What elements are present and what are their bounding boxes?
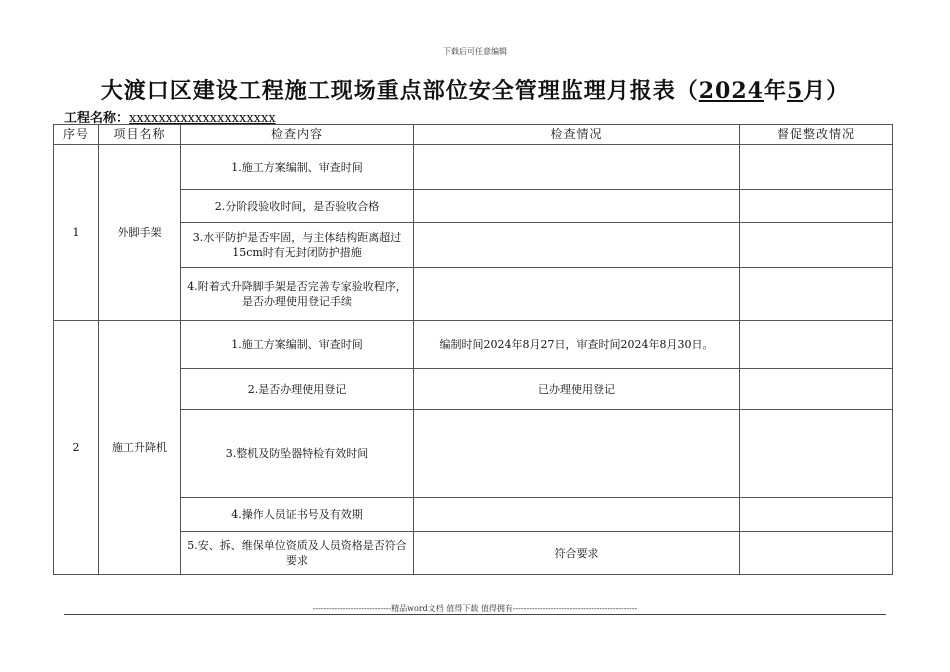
project-value: xxxxxxxxxxxxxxxxxxxx xyxy=(129,111,276,126)
footer-divider xyxy=(64,614,886,615)
title-month: 5 xyxy=(786,78,804,104)
title-year-suffix: 年 xyxy=(763,78,787,104)
table-header-row xyxy=(54,125,893,145)
group-no: 2 xyxy=(54,321,99,575)
check-content: 3.整机及防坠器特检有效时间 xyxy=(181,410,414,498)
rectify-status xyxy=(740,369,893,410)
rectify-status xyxy=(740,268,893,321)
rectify-status xyxy=(740,498,893,532)
check-status: 已办理使用登记 xyxy=(414,369,740,410)
check-content: 4.操作人员证书号及有效期 xyxy=(181,498,414,532)
table-row xyxy=(54,145,893,190)
title-month-suffix: 月） xyxy=(803,78,850,104)
header-check-status: 检查情况 xyxy=(414,125,740,145)
title-prefix: 大渡口区建设工程施工现场重点部位安全管理监理月报表（ xyxy=(100,78,699,104)
header-note: 下载后可任意编辑 xyxy=(443,47,507,56)
check-status xyxy=(414,223,740,268)
check-content: 3.水平防护是否牢固，与主体结构距离超过15cm时有无封闭防护措施 xyxy=(181,223,414,268)
footer-note: -----------------------------精品word文档 值得下载 值得拥有---------------------------------------------- xyxy=(312,604,638,613)
title-year: 2024 xyxy=(698,78,764,104)
check-content: 5.安、拆、维保单位资质及人员资格是否符合要求 xyxy=(181,532,414,575)
report-table xyxy=(53,124,893,575)
check-status xyxy=(414,190,740,223)
check-content: 2.是否办理使用登记 xyxy=(181,369,414,410)
check-content: 4.附着式升降脚手架是否完善专家验收程序，是否办理使用登记手续 xyxy=(181,268,414,321)
check-content: 1.施工方案编制、审查时间 xyxy=(181,321,414,369)
rectify-status xyxy=(740,410,893,498)
page-title xyxy=(0,74,950,105)
check-status: 编制时间2024年8月27日，审查时间2024年8月30日。 xyxy=(414,321,740,369)
check-status: 符合要求 xyxy=(414,532,740,575)
check-status xyxy=(414,145,740,190)
header-rectification: 督促整改情况 xyxy=(740,125,893,145)
check-content: 1.施工方案编制、审查时间 xyxy=(181,145,414,190)
group-name: 外脚手架 xyxy=(99,145,181,321)
table-row xyxy=(54,321,893,369)
rectify-status xyxy=(740,145,893,190)
project-label: 工程名称： xyxy=(64,111,130,126)
group-no: 1 xyxy=(54,145,99,321)
rectify-status xyxy=(740,532,893,575)
header-item-name: 项目名称 xyxy=(99,125,181,145)
header-no: 序号 xyxy=(54,125,99,145)
header-check-content: 检查内容 xyxy=(181,125,414,145)
check-status xyxy=(414,410,740,498)
check-content: 2.分阶段验收时间，是否验收合格 xyxy=(181,190,414,223)
rectify-status xyxy=(740,223,893,268)
rectify-status xyxy=(740,321,893,369)
check-status xyxy=(414,498,740,532)
group-name: 施工升降机 xyxy=(99,321,181,575)
check-status xyxy=(414,268,740,321)
rectify-status xyxy=(740,190,893,223)
